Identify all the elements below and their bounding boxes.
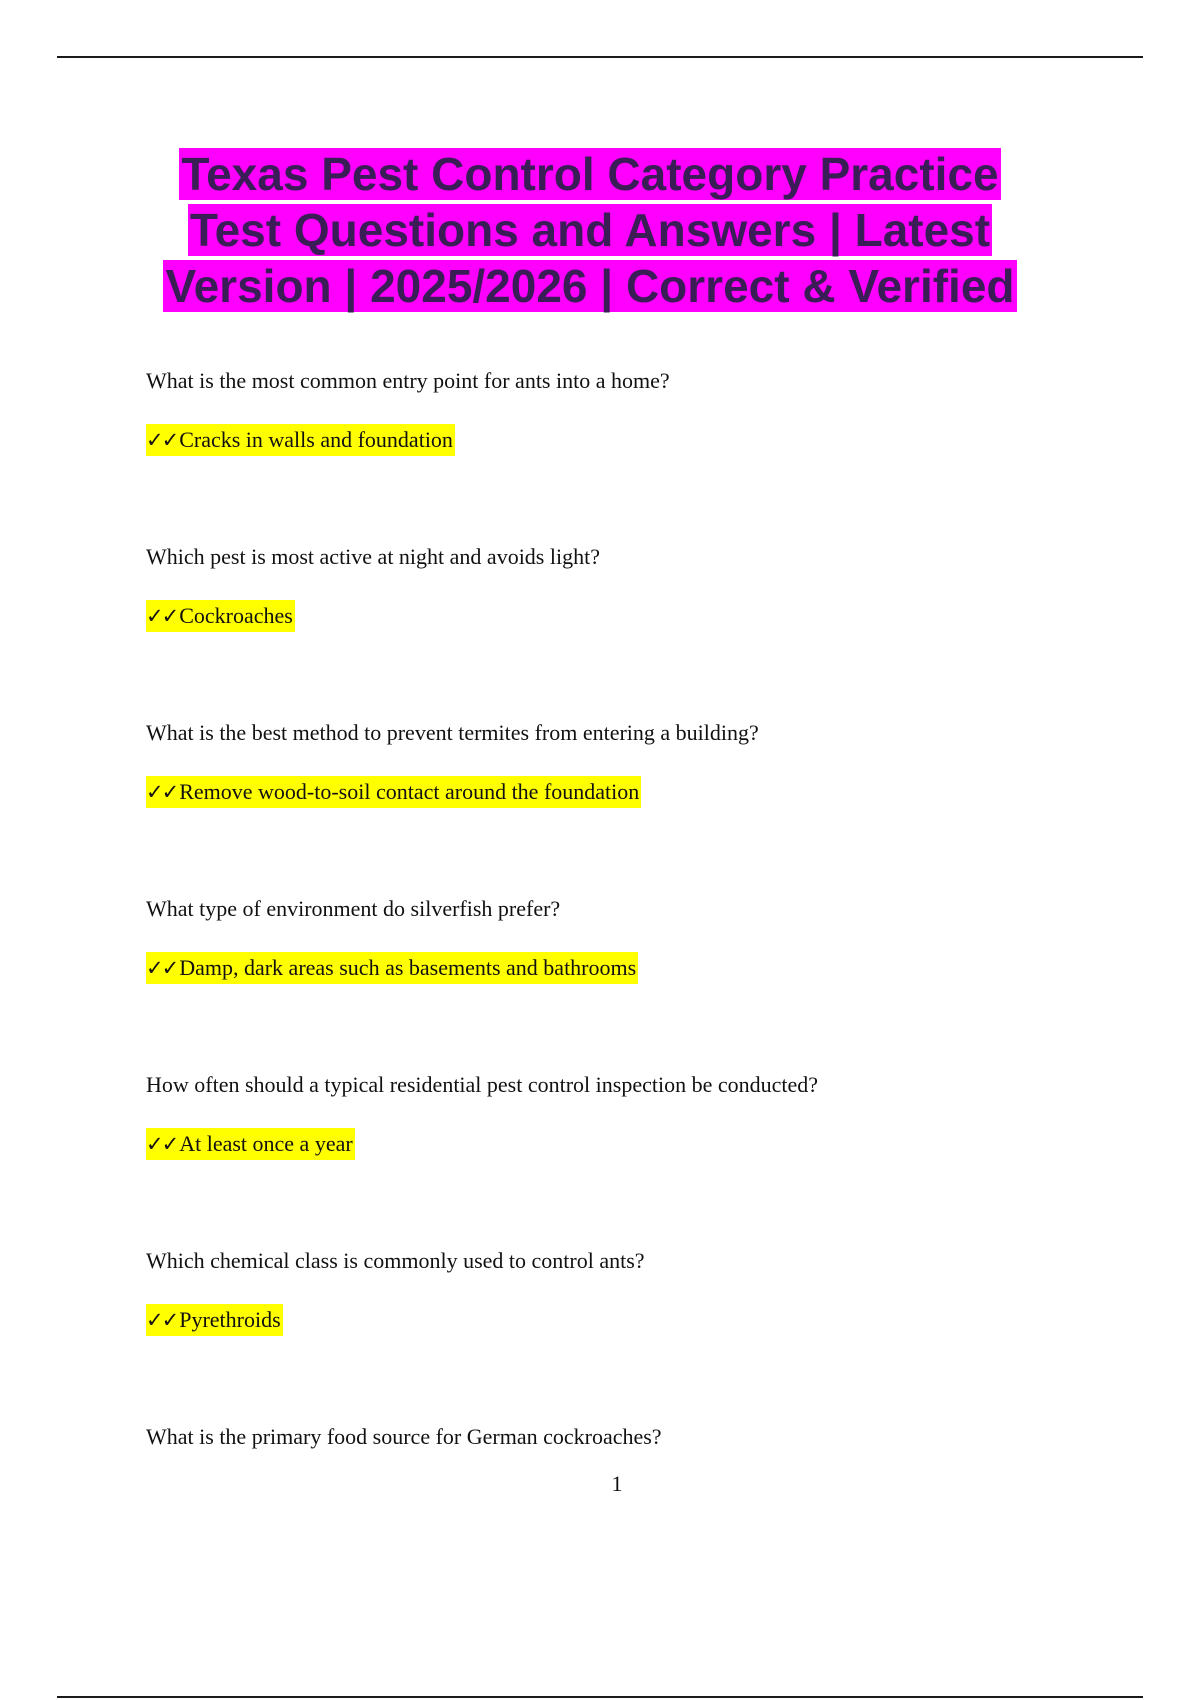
qa-item <box>146 366 1106 542</box>
answer-text: Cockroaches <box>179 603 293 628</box>
double-check-icon: ✓✓ <box>146 1308 178 1332</box>
double-check-icon: ✓✓ <box>146 956 178 980</box>
question-list <box>146 366 1106 1598</box>
question-text: What is the most common entry point for ants into a home? <box>146 368 670 393</box>
answer-text: Remove wood-to-soil contact around the foundation <box>179 779 640 804</box>
document-title <box>140 146 1040 314</box>
question-text: What is the primary food source for German cockroaches? <box>146 1424 662 1449</box>
document-title-text: Texas Pest Control Category Practice Test Questions and Answers | Latest Version | 2025/2026 | Correct & Verified <box>165 148 1015 312</box>
question-text: Which pest is most active at night and avoids light? <box>146 544 600 569</box>
question-text: How often should a typical residential pest control inspection be conducted? <box>146 1072 819 1097</box>
qa-item <box>146 718 1106 894</box>
bottom-rule <box>57 1696 1143 1698</box>
answer-text: Cracks in walls and foundation <box>179 427 453 452</box>
answer-highlight <box>146 776 641 808</box>
answer-text: Damp, dark areas such as basements and bathrooms <box>179 955 637 980</box>
qa-item <box>146 1422 1106 1598</box>
question-text: What is the best method to prevent termites from entering a building? <box>146 720 759 745</box>
answer-highlight <box>146 1128 355 1160</box>
top-rule <box>57 56 1143 58</box>
answer-text: At least once a year <box>179 1131 353 1156</box>
answer-highlight <box>146 1304 283 1336</box>
double-check-icon: ✓✓ <box>146 604 178 628</box>
page-number: 1 <box>611 1471 623 1496</box>
question-text: Which chemical class is commonly used to control ants? <box>146 1248 645 1273</box>
qa-item <box>146 1246 1106 1422</box>
double-check-icon: ✓✓ <box>146 780 178 804</box>
qa-item <box>146 542 1106 718</box>
question-text: What type of environment do silverfish prefer? <box>146 896 561 921</box>
qa-item <box>146 1070 1106 1246</box>
answer-highlight <box>146 600 295 632</box>
double-check-icon: ✓✓ <box>146 428 178 452</box>
answer-highlight <box>146 952 638 984</box>
qa-item <box>146 894 1106 1070</box>
answer-text: Pyrethroids <box>179 1307 281 1332</box>
answer-highlight <box>146 424 455 456</box>
double-check-icon: ✓✓ <box>146 1132 178 1156</box>
